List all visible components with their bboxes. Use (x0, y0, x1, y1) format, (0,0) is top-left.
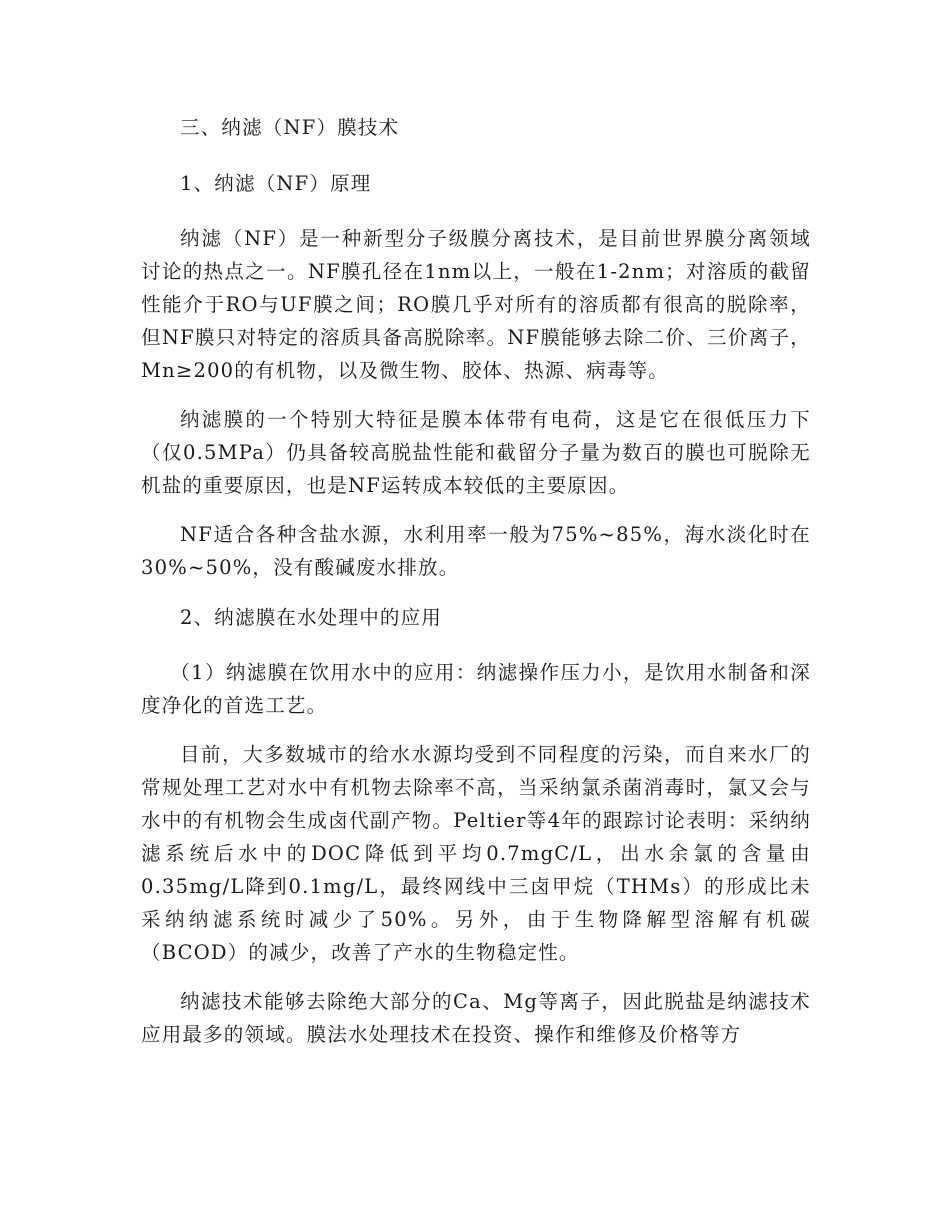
spacer (141, 502, 811, 518)
document-body (141, 106, 811, 1051)
subheading-applications: 2、纳滤膜在水处理中的应用 (180, 606, 443, 629)
paragraph-pollution-study: 目前，大多数城市的给水水源均受到不同程度的污染，而自来水厂的常规处理工艺对水中有机物去除率不高，当采纳氯杀菌消毒时，氯又会与水中的有机物会生成卤代副产物。Peltier等4年的跟踪讨论表明：采纳纳滤系统后水中的DOC降低到平均0.7mgC/L，出水余氯的含量由0.35mg/L降到0.1mg/L，最终网线中三卤甲烷（THMs）的形成比未采纳纳滤系统时减少了50%。另外，由于生物降解型溶解有机碳（BCOD）的减少，改善了产水的生物稳定性。 (141, 743, 811, 964)
paragraph-drinking-water: （1）纳滤膜在饮用水中的应用：纳滤操作压力小，是饮用水制备和深度净化的首选工艺。 (141, 661, 811, 717)
spacer (141, 206, 811, 222)
spacer (141, 969, 811, 985)
spacer (141, 722, 811, 738)
paragraph-nf-intro: 纳滤（NF）是一种新型分子级膜分离技术，是目前世界膜分离领域讨论的热点之一。NF膜孔径在1nm以上，一般在1-2nm；对溶质的截留性能介于RO与UF膜之间；RO膜几乎对所有的溶质都有很高的脱除率，但NF膜只对特定的溶质具备高脱除率。NF膜能够去除二价、三价离子，Mn≥200的有机物，以及微生物、胶体、热源、病毒等。 (141, 227, 811, 382)
spacer (141, 640, 811, 656)
spacer (141, 387, 811, 403)
spacer (141, 584, 811, 596)
paragraph-nf-charge: 纳滤膜的一个特别大特征是膜本体带有电荷，这是它在很低压力下（仅0.5MPa）仍具备较高脱盐性能和截留分子量为数百的膜也可脱除无机盐的重要原因，也是NF运转成本较低的主要原因。 (141, 408, 811, 497)
paragraph-nf-water-sources: NF适合各种含盐水源，水利用率一般为75%~85%，海水淡化时在30%~50%，没有酸碱废水排放。 (141, 523, 811, 579)
section-heading: 三、纳滤（NF）膜技术 (180, 116, 400, 139)
paragraph-desalination: 纳滤技术能够去除绝大部分的Ca、Mg等离子，因此脱盐是纳滤技术应用最多的领域。膜法水处理技术在投资、操作和维修及价格等方 (141, 990, 811, 1046)
subheading-principle: 1、纳滤（NF）原理 (180, 172, 372, 195)
spacer (141, 150, 811, 162)
